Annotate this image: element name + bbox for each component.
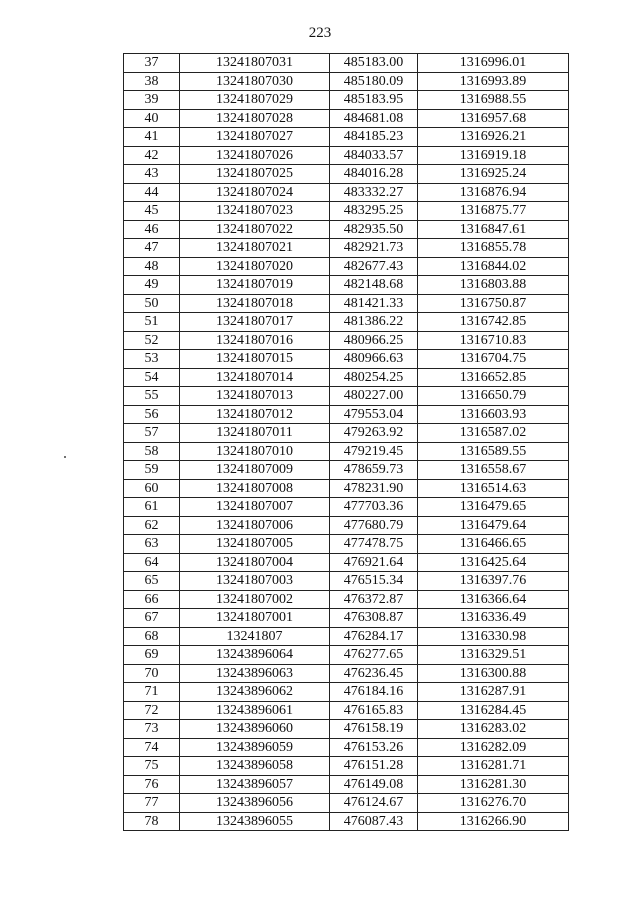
- table-row: [124, 812, 569, 831]
- row-number-cell: 56: [124, 405, 180, 424]
- row-number-cell: 58: [124, 442, 180, 461]
- x-coordinate-cell: 476151.28: [330, 757, 418, 776]
- row-number-cell: 38: [124, 72, 180, 91]
- point-code-cell: 13241807008: [180, 479, 330, 498]
- table-row: [124, 442, 569, 461]
- point-code-cell: 13241807027: [180, 128, 330, 147]
- table-row: [124, 535, 569, 554]
- y-coordinate-cell: 1316281.71: [418, 757, 569, 776]
- table-row: [124, 91, 569, 110]
- y-coordinate-cell: 1316266.90: [418, 812, 569, 831]
- table-row: [124, 516, 569, 535]
- x-coordinate-cell: 476515.34: [330, 572, 418, 591]
- x-coordinate-cell: 476277.65: [330, 646, 418, 665]
- y-coordinate-cell: 1316330.98: [418, 627, 569, 646]
- row-number-cell: 78: [124, 812, 180, 831]
- row-number-cell: 46: [124, 220, 180, 239]
- x-coordinate-cell: 476158.19: [330, 720, 418, 739]
- page-number: 223: [308, 25, 332, 41]
- point-code-cell: 13243896057: [180, 775, 330, 794]
- y-coordinate-cell: 1316284.45: [418, 701, 569, 720]
- y-coordinate-cell: 1316283.02: [418, 720, 569, 739]
- point-code-cell: 13241807015: [180, 350, 330, 369]
- point-code-cell: 13243896056: [180, 794, 330, 813]
- point-code-cell: 13241807020: [180, 257, 330, 276]
- table-row: [124, 387, 569, 406]
- point-code-cell: 13243896062: [180, 683, 330, 702]
- point-code-cell: 13241807028: [180, 109, 330, 128]
- table-row: [124, 757, 569, 776]
- table-row: [124, 294, 569, 313]
- y-coordinate-cell: 1316993.89: [418, 72, 569, 91]
- row-number-cell: 67: [124, 609, 180, 628]
- y-coordinate-cell: 1316704.75: [418, 350, 569, 369]
- row-number-cell: 64: [124, 553, 180, 572]
- row-number-cell: 37: [124, 54, 180, 73]
- point-code-cell: 13243896055: [180, 812, 330, 831]
- y-coordinate-cell: 1316366.64: [418, 590, 569, 609]
- point-code-cell: 13241807012: [180, 405, 330, 424]
- row-number-cell: 59: [124, 461, 180, 480]
- x-coordinate-cell: 476124.67: [330, 794, 418, 813]
- x-coordinate-cell: 477680.79: [330, 516, 418, 535]
- y-coordinate-cell: 1316650.79: [418, 387, 569, 406]
- y-coordinate-cell: 1316282.09: [418, 738, 569, 757]
- y-coordinate-cell: 1316855.78: [418, 239, 569, 258]
- x-coordinate-cell: 480254.25: [330, 368, 418, 387]
- x-coordinate-cell: 478659.73: [330, 461, 418, 480]
- x-coordinate-cell: 479553.04: [330, 405, 418, 424]
- row-number-cell: 53: [124, 350, 180, 369]
- y-coordinate-cell: 1316329.51: [418, 646, 569, 665]
- y-coordinate-cell: 1316336.49: [418, 609, 569, 628]
- x-coordinate-cell: 484185.23: [330, 128, 418, 147]
- table-row: [124, 276, 569, 295]
- table-row: [124, 720, 569, 739]
- table-row: [124, 553, 569, 572]
- point-code-cell: 13243896058: [180, 757, 330, 776]
- point-code-cell: 13241807002: [180, 590, 330, 609]
- y-coordinate-cell: 1316847.61: [418, 220, 569, 239]
- row-number-cell: 40: [124, 109, 180, 128]
- x-coordinate-cell: 480966.25: [330, 331, 418, 350]
- table-row: [124, 165, 569, 184]
- x-coordinate-cell: 476372.87: [330, 590, 418, 609]
- point-code-cell: 13241807023: [180, 202, 330, 221]
- y-coordinate-cell: 1316926.21: [418, 128, 569, 147]
- y-coordinate-cell: 1316844.02: [418, 257, 569, 276]
- point-code-cell: 13241807030: [180, 72, 330, 91]
- table-row: [124, 109, 569, 128]
- table-row: [124, 368, 569, 387]
- x-coordinate-cell: 484033.57: [330, 146, 418, 165]
- table-row: [124, 646, 569, 665]
- x-coordinate-cell: 482148.68: [330, 276, 418, 295]
- x-coordinate-cell: 482935.50: [330, 220, 418, 239]
- table-row: [124, 202, 569, 221]
- x-coordinate-cell: 482921.73: [330, 239, 418, 258]
- y-coordinate-cell: 1316603.93: [418, 405, 569, 424]
- point-code-cell: 13241807016: [180, 331, 330, 350]
- y-coordinate-cell: 1316750.87: [418, 294, 569, 313]
- point-code-cell: 13241807: [180, 627, 330, 646]
- point-code-cell: 13243896059: [180, 738, 330, 757]
- x-coordinate-cell: 476308.87: [330, 609, 418, 628]
- y-coordinate-cell: 1316875.77: [418, 202, 569, 221]
- row-number-cell: 41: [124, 128, 180, 147]
- x-coordinate-cell: 485180.09: [330, 72, 418, 91]
- x-coordinate-cell: 485183.95: [330, 91, 418, 110]
- row-number-cell: 61: [124, 498, 180, 517]
- table-row: [124, 424, 569, 443]
- y-coordinate-cell: 1316587.02: [418, 424, 569, 443]
- point-code-cell: 13241807011: [180, 424, 330, 443]
- y-coordinate-cell: 1316957.68: [418, 109, 569, 128]
- row-number-cell: 76: [124, 775, 180, 794]
- x-coordinate-cell: 485183.00: [330, 54, 418, 73]
- table-row: [124, 627, 569, 646]
- point-code-cell: 13241807024: [180, 183, 330, 202]
- point-code-cell: 13241807005: [180, 535, 330, 554]
- table-row: [124, 572, 569, 591]
- x-coordinate-cell: 484016.28: [330, 165, 418, 184]
- x-coordinate-cell: 476165.83: [330, 701, 418, 720]
- table-row: [124, 664, 569, 683]
- point-code-cell: 13243896063: [180, 664, 330, 683]
- table-row: [124, 498, 569, 517]
- table-row: [124, 128, 569, 147]
- y-coordinate-cell: 1316742.85: [418, 313, 569, 332]
- x-coordinate-cell: 480966.63: [330, 350, 418, 369]
- point-code-cell: 13241807013: [180, 387, 330, 406]
- row-number-cell: 73: [124, 720, 180, 739]
- y-coordinate-cell: 1316287.91: [418, 683, 569, 702]
- point-code-cell: 13241807006: [180, 516, 330, 535]
- table-row: [124, 183, 569, 202]
- y-coordinate-cell: 1316876.94: [418, 183, 569, 202]
- x-coordinate-cell: 476153.26: [330, 738, 418, 757]
- x-coordinate-cell: 476087.43: [330, 812, 418, 831]
- row-number-cell: 66: [124, 590, 180, 609]
- point-code-cell: 13241807019: [180, 276, 330, 295]
- table-row: [124, 350, 569, 369]
- row-number-cell: 71: [124, 683, 180, 702]
- x-coordinate-cell: 476284.17: [330, 627, 418, 646]
- y-coordinate-cell: 1316425.64: [418, 553, 569, 572]
- row-number-cell: 49: [124, 276, 180, 295]
- x-coordinate-cell: 482677.43: [330, 257, 418, 276]
- row-number-cell: 57: [124, 424, 180, 443]
- x-coordinate-cell: 478231.90: [330, 479, 418, 498]
- table-row: [124, 701, 569, 720]
- row-number-cell: 45: [124, 202, 180, 221]
- scan-speck: [64, 456, 66, 458]
- y-coordinate-cell: 1316919.18: [418, 146, 569, 165]
- point-code-cell: 13241807017: [180, 313, 330, 332]
- row-number-cell: 68: [124, 627, 180, 646]
- x-coordinate-cell: 476921.64: [330, 553, 418, 572]
- x-coordinate-cell: 479263.92: [330, 424, 418, 443]
- row-number-cell: 70: [124, 664, 180, 683]
- table-row: [124, 461, 569, 480]
- y-coordinate-cell: 1316300.88: [418, 664, 569, 683]
- point-code-cell: 13241807003: [180, 572, 330, 591]
- x-coordinate-cell: 481421.33: [330, 294, 418, 313]
- point-code-cell: 13241807004: [180, 553, 330, 572]
- x-coordinate-cell: 479219.45: [330, 442, 418, 461]
- point-code-cell: 13241807007: [180, 498, 330, 517]
- x-coordinate-cell: 481386.22: [330, 313, 418, 332]
- x-coordinate-cell: 476149.08: [330, 775, 418, 794]
- row-number-cell: 65: [124, 572, 180, 591]
- table-row: [124, 257, 569, 276]
- y-coordinate-cell: 1316652.85: [418, 368, 569, 387]
- x-coordinate-cell: 483295.25: [330, 202, 418, 221]
- y-coordinate-cell: 1316988.55: [418, 91, 569, 110]
- point-code-cell: 13243896064: [180, 646, 330, 665]
- row-number-cell: 48: [124, 257, 180, 276]
- table-row: [124, 479, 569, 498]
- point-code-cell: 13241807021: [180, 239, 330, 258]
- row-number-cell: 75: [124, 757, 180, 776]
- table-row: [124, 590, 569, 609]
- table-row: [124, 54, 569, 73]
- y-coordinate-cell: 1316589.55: [418, 442, 569, 461]
- y-coordinate-cell: 1316710.83: [418, 331, 569, 350]
- row-number-cell: 47: [124, 239, 180, 258]
- table-row: [124, 609, 569, 628]
- y-coordinate-cell: 1316996.01: [418, 54, 569, 73]
- table-row: [124, 331, 569, 350]
- y-coordinate-cell: 1316281.30: [418, 775, 569, 794]
- point-code-cell: 13241807026: [180, 146, 330, 165]
- row-number-cell: 77: [124, 794, 180, 813]
- point-code-cell: 13241807014: [180, 368, 330, 387]
- table-row: [124, 72, 569, 91]
- x-coordinate-cell: 476184.16: [330, 683, 418, 702]
- x-coordinate-cell: 477703.36: [330, 498, 418, 517]
- row-number-cell: 72: [124, 701, 180, 720]
- point-code-cell: 13241807022: [180, 220, 330, 239]
- y-coordinate-cell: 1316558.67: [418, 461, 569, 480]
- point-code-cell: 13241807031: [180, 54, 330, 73]
- row-number-cell: 74: [124, 738, 180, 757]
- x-coordinate-cell: 477478.75: [330, 535, 418, 554]
- y-coordinate-cell: 1316479.64: [418, 516, 569, 535]
- y-coordinate-cell: 1316803.88: [418, 276, 569, 295]
- table-row: [124, 794, 569, 813]
- y-coordinate-cell: 1316466.65: [418, 535, 569, 554]
- table-row: [124, 738, 569, 757]
- table-row: [124, 405, 569, 424]
- table-row: [124, 313, 569, 332]
- point-code-cell: 13243896060: [180, 720, 330, 739]
- y-coordinate-cell: 1316397.76: [418, 572, 569, 591]
- table-row: [124, 146, 569, 165]
- row-number-cell: 42: [124, 146, 180, 165]
- x-coordinate-cell: 480227.00: [330, 387, 418, 406]
- point-code-cell: 13241807001: [180, 609, 330, 628]
- point-code-cell: 13241807029: [180, 91, 330, 110]
- y-coordinate-cell: 1316479.65: [418, 498, 569, 517]
- row-number-cell: 51: [124, 313, 180, 332]
- row-number-cell: 62: [124, 516, 180, 535]
- row-number-cell: 60: [124, 479, 180, 498]
- point-code-cell: 13243896061: [180, 701, 330, 720]
- row-number-cell: 50: [124, 294, 180, 313]
- row-number-cell: 55: [124, 387, 180, 406]
- row-number-cell: 43: [124, 165, 180, 184]
- coordinates-table: [123, 53, 569, 831]
- point-code-cell: 13241807025: [180, 165, 330, 184]
- table-row: [124, 239, 569, 258]
- point-code-cell: 13241807010: [180, 442, 330, 461]
- row-number-cell: 69: [124, 646, 180, 665]
- x-coordinate-cell: 483332.27: [330, 183, 418, 202]
- coordinates-table-body: [124, 54, 569, 831]
- row-number-cell: 54: [124, 368, 180, 387]
- row-number-cell: 52: [124, 331, 180, 350]
- point-code-cell: 13241807009: [180, 461, 330, 480]
- y-coordinate-cell: 1316276.70: [418, 794, 569, 813]
- row-number-cell: 39: [124, 91, 180, 110]
- row-number-cell: 44: [124, 183, 180, 202]
- point-code-cell: 13241807018: [180, 294, 330, 313]
- x-coordinate-cell: 484681.08: [330, 109, 418, 128]
- y-coordinate-cell: 1316925.24: [418, 165, 569, 184]
- table-row: [124, 220, 569, 239]
- x-coordinate-cell: 476236.45: [330, 664, 418, 683]
- y-coordinate-cell: 1316514.63: [418, 479, 569, 498]
- table-row: [124, 683, 569, 702]
- table-row: [124, 775, 569, 794]
- row-number-cell: 63: [124, 535, 180, 554]
